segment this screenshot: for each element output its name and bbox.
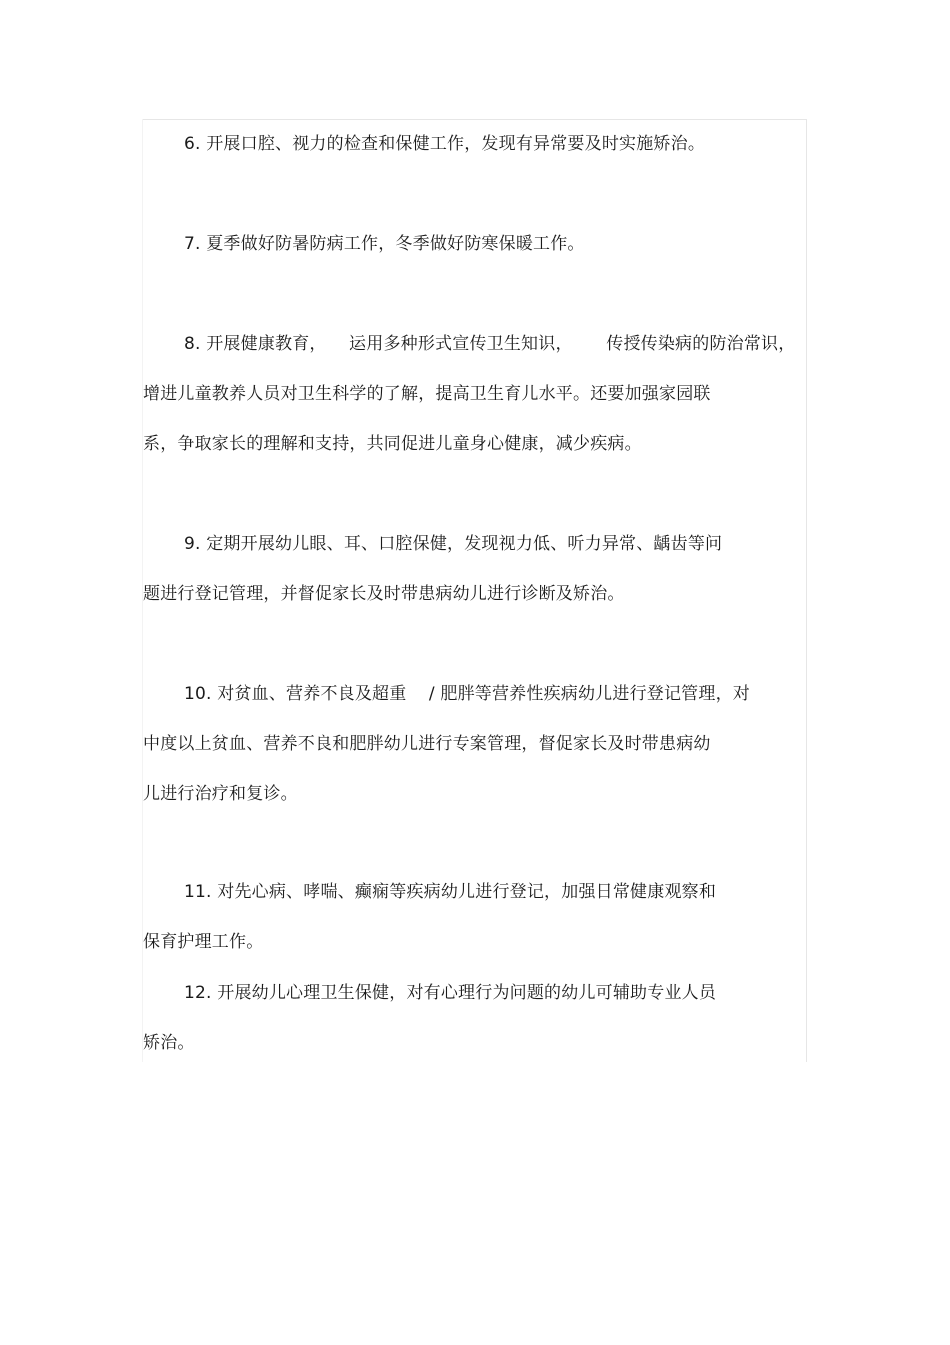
page-frame-top: [143, 119, 807, 120]
item-12-line-2: 矫治。: [143, 1033, 195, 1053]
item-8-line-3: 系，争取家长的理解和支持，共同促进儿童身心健康，减少疾病。: [143, 434, 642, 454]
item-11-line-1: 11. 对先心病、哮喘、癫痫等疾病幼儿进行登记，加强日常健康观察和: [184, 882, 717, 902]
item-10-line-3: 儿进行治疗和复诊。: [143, 784, 298, 804]
item-10-line-2: 中度以上贫血、营养不良和肥胖幼儿进行专案管理，督促家长及时带患病幼: [143, 734, 711, 754]
item-10-line-1: 10. 对贫血、营养不良及超重 / 肥胖等营养性疾病幼儿进行登记管理，对: [184, 684, 750, 704]
item-6-line-1: 6. 开展口腔、视力的检查和保健工作，发现有异常要及时实施矫治。: [184, 134, 706, 154]
item-9-line-1: 9. 定期开展幼儿眼、耳、口腔保健，发现视力低、听力异常、龋齿等问: [184, 534, 723, 554]
item-8-line-1: 8. 开展健康教育， 运用多种形式宣传卫生知识， 传授传染病的防治常识，: [184, 334, 796, 354]
page-frame-right: [806, 119, 807, 1062]
item-8-line-2: 增进儿童教养人员对卫生科学的了解，提高卫生育儿水平。还要加强家园联: [143, 384, 711, 404]
item-12-line-1: 12. 开展幼儿心理卫生保健，对有心理行为问题的幼儿可辅助专业人员: [184, 983, 717, 1003]
item-9-line-2: 题进行登记管理，并督促家长及时带患病幼儿进行诊断及矫治。: [143, 584, 625, 604]
item-11-line-2: 保育护理工作。: [143, 932, 264, 952]
item-7-line-1: 7. 夏季做好防暑防病工作，冬季做好防寒保暖工作。: [184, 234, 585, 254]
